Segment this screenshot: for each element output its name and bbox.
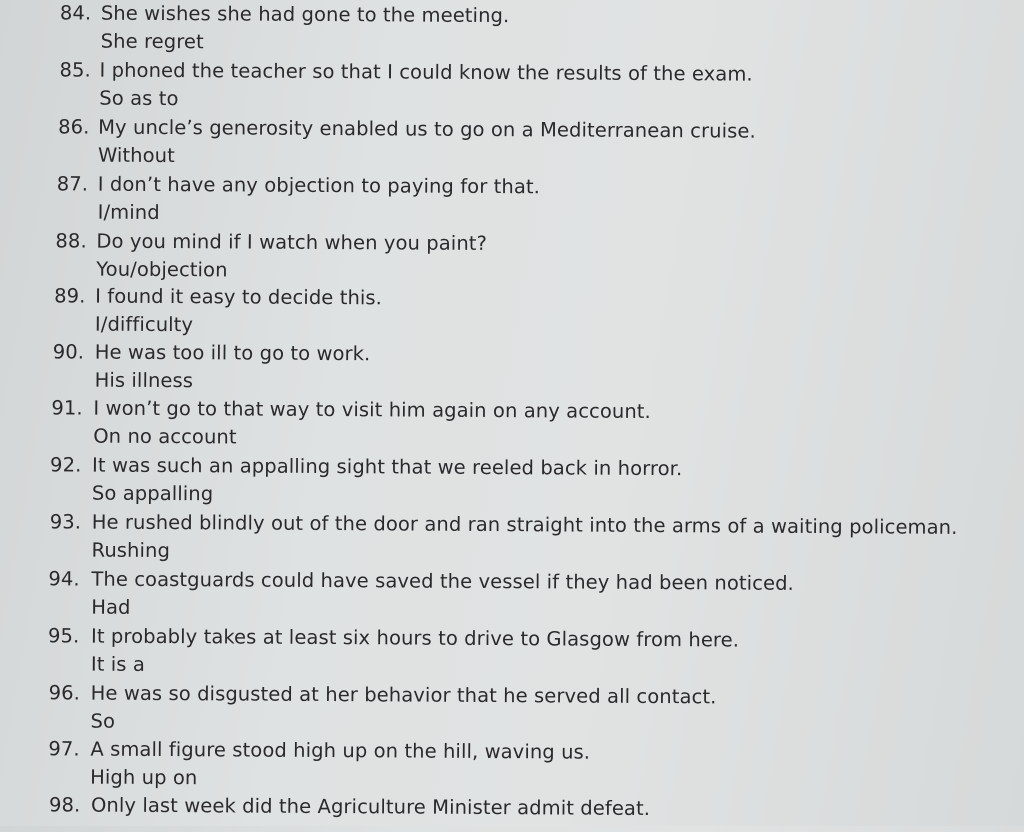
exercise-prompt: I/mind xyxy=(97,200,160,224)
exercise-item xyxy=(0,228,1023,291)
exercise-sentence: I won’t go to that way to visit him again on any account. xyxy=(93,396,651,423)
exercise-number: 86. xyxy=(58,115,90,139)
exercise-sentence: She wishes she had gone to the meeting. xyxy=(100,1,510,28)
exercise-prompt: I/difficulty xyxy=(94,312,194,337)
exercise-sentence: I found it easy to decide this. xyxy=(95,284,383,310)
exercise-item xyxy=(0,509,1021,572)
exercise-prompt: High up on xyxy=(90,765,198,790)
exercise-item xyxy=(0,0,1024,63)
exercise-number: 91. xyxy=(51,396,83,420)
exercise-sentence: He rushed blindly out of the door and ran straight into the arms of a waiting policeman. xyxy=(91,510,958,539)
exercise-sentence: It probably takes at least six hours to drive to Glasgow from here. xyxy=(90,624,740,652)
exercise-number: 87. xyxy=(56,172,89,196)
exercise-sentence: My uncle’s generosity enabled us to go on a Mediterranean cruise. xyxy=(98,115,756,143)
exercise-item xyxy=(0,395,1022,458)
exercise-item xyxy=(0,114,1023,177)
exercise-item xyxy=(0,792,1019,828)
exercise-item xyxy=(0,566,1020,629)
exercise-sentence: He was so disgusted at her behavior that he served all contact. xyxy=(90,681,717,709)
exercise-item xyxy=(0,171,1023,234)
exercise-number: 96. xyxy=(48,681,81,705)
exercise-prompt: His illness xyxy=(94,368,194,393)
exercise-prompt: So as to xyxy=(99,86,179,111)
exercise-item xyxy=(0,452,1021,515)
exercise-number: 89. xyxy=(54,284,86,308)
exercise-prompt: On no account xyxy=(93,424,237,449)
exercise-sentence: Do you mind if I watch when you paint? xyxy=(96,229,488,255)
exercise-item xyxy=(0,736,1019,799)
exercise-number: 98. xyxy=(48,793,81,817)
exercise-prompt: It is a xyxy=(90,652,145,676)
exercise-number: 94. xyxy=(48,567,80,591)
exercise-sentence: I don’t have any objection to paying for that. xyxy=(97,172,541,199)
exercise-prompt: So xyxy=(90,709,116,733)
exercise-sentence: A small figure stood high up on the hill, waving us. xyxy=(90,737,591,764)
exercise-number: 85. xyxy=(59,58,91,82)
exercise-sentence: He was too ill to go to work. xyxy=(94,340,371,366)
exercise-item xyxy=(0,283,1022,346)
exercise-sentence: I phoned the teacher so that I could know the results of the exam. xyxy=(99,58,753,86)
exercise-sentence: Only last week did the Agriculture Minister admit defeat. xyxy=(90,793,651,820)
exercise-prompt: So appalling xyxy=(91,481,214,506)
exercise-number: 88. xyxy=(55,229,87,253)
exercise-item xyxy=(0,680,1020,743)
exercise-sentence: The coastguards could have saved the vessel if they had been noticed. xyxy=(91,567,794,595)
exercise-number: 93. xyxy=(49,510,82,534)
exercise-prompt: Rushing xyxy=(91,538,171,563)
exercise-number: 95. xyxy=(47,624,80,648)
exercise-number: 84. xyxy=(59,1,92,25)
exercise-prompt: Had xyxy=(91,595,131,619)
exercise-prompt: You/objection xyxy=(96,257,228,282)
exercise-item xyxy=(0,57,1024,120)
exercise-number: 90. xyxy=(52,340,85,364)
exercise-prompt: She regret xyxy=(100,29,204,54)
exercise-sentence: It was such an appalling sight that we reeled back in horror. xyxy=(92,453,683,481)
exercise-number: 97. xyxy=(48,737,80,761)
exercise-item xyxy=(0,623,1020,686)
exercise-prompt: Without xyxy=(97,143,175,168)
exercise-item xyxy=(0,339,1022,402)
exercise-number: 92. xyxy=(50,453,82,477)
